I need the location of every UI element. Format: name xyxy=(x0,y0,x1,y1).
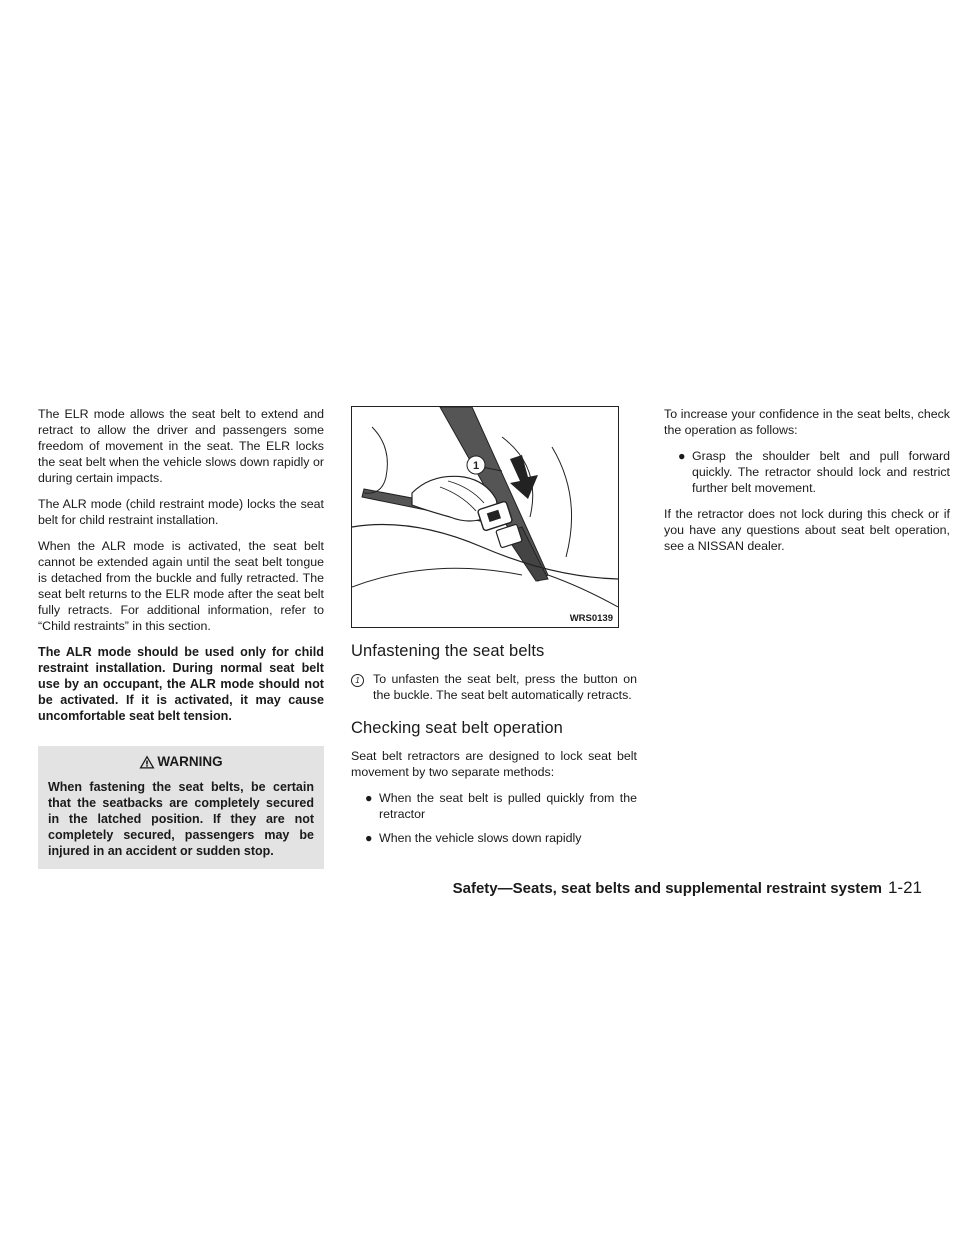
checking-paragraph: Seat belt retractors are designed to lock seat belt movement by two separate methods: xyxy=(351,749,637,779)
warning-icon xyxy=(139,755,155,769)
unfastening-text: To unfasten the seat belt, press the button on the buckle. The seat belt automatically retracts. xyxy=(373,672,637,702)
lock-methods-list xyxy=(351,790,637,846)
elr-paragraph: The ELR mode allows the seat belt to extend and retract to allow the driver and passengers some freedom of movement in the seat. The ELR locks the seat belt when the vehicle slows down rapidly or during certain impacts. xyxy=(38,407,324,485)
check-steps-list xyxy=(664,448,950,496)
column-middle xyxy=(351,406,637,856)
page-footer xyxy=(453,878,922,898)
footer-section-title: Safety—Seats, seat belts and supplemental restraint system xyxy=(452,880,882,897)
warning-title xyxy=(48,754,314,769)
warning-box xyxy=(38,746,324,869)
figure-code: WRS0139 xyxy=(569,613,613,624)
page-number: 1-21 xyxy=(887,878,922,897)
bullet-icon: ● xyxy=(678,449,686,463)
column-right xyxy=(664,406,950,564)
warning-title-text: WARNING xyxy=(157,754,223,769)
list-item: ● Grasp the shoulder belt and pull forward quickly. The retractor should lock and restrict further belt movement. xyxy=(678,449,950,495)
buckle-drawing xyxy=(352,407,618,627)
seat-belt-buckle-illustration xyxy=(351,406,619,628)
column-left xyxy=(38,406,324,869)
callout-number: 1 xyxy=(351,674,364,687)
dealer-paragraph: If the retractor does not lock during this check or if you have any questions about seat belt operation, see a NISSAN dealer. xyxy=(664,507,950,553)
bullet-icon: ● xyxy=(365,831,373,845)
alr-paragraph: The ALR mode (child restraint mode) locks the seat belt for child restraint installation. xyxy=(38,497,324,527)
list-item: ● When the vehicle slows down rapidly xyxy=(365,831,582,845)
unfastening-step xyxy=(351,671,637,703)
list-item: ● When the seat belt is pulled quickly from the retractor xyxy=(365,791,637,821)
unfastening-heading: Unfastening the seat belts xyxy=(351,642,545,660)
alr-usage-note: The ALR mode should be used only for child restraint installation. During normal seat belt use by an occupant, the ALR mode should not be activated. If it is activated, it may cause uncomfortable seat belt tension. xyxy=(38,645,324,723)
warning-text: When fastening the seat belts, be certain that the seatbacks are completely secured in the latched position. If they are not completely secured, passengers may be injured in an accident or sudden stop. xyxy=(48,780,314,858)
checking-heading: Checking seat belt operation xyxy=(351,719,563,737)
alr-activated-paragraph: When the ALR mode is activated, the seat belt cannot be extended again until the seat belt tongue is detached from the buckle and fully retracted. The seat belt returns to the ELR mode after the seat belt fully retracts. For additional information, refer to “Child restraints” in this section. xyxy=(38,539,324,633)
confidence-paragraph: To increase your confidence in the seat belts, check the operation as follows: xyxy=(664,407,950,437)
bullet-icon: ● xyxy=(365,791,373,805)
figure-callout-1: 1 xyxy=(472,460,480,472)
